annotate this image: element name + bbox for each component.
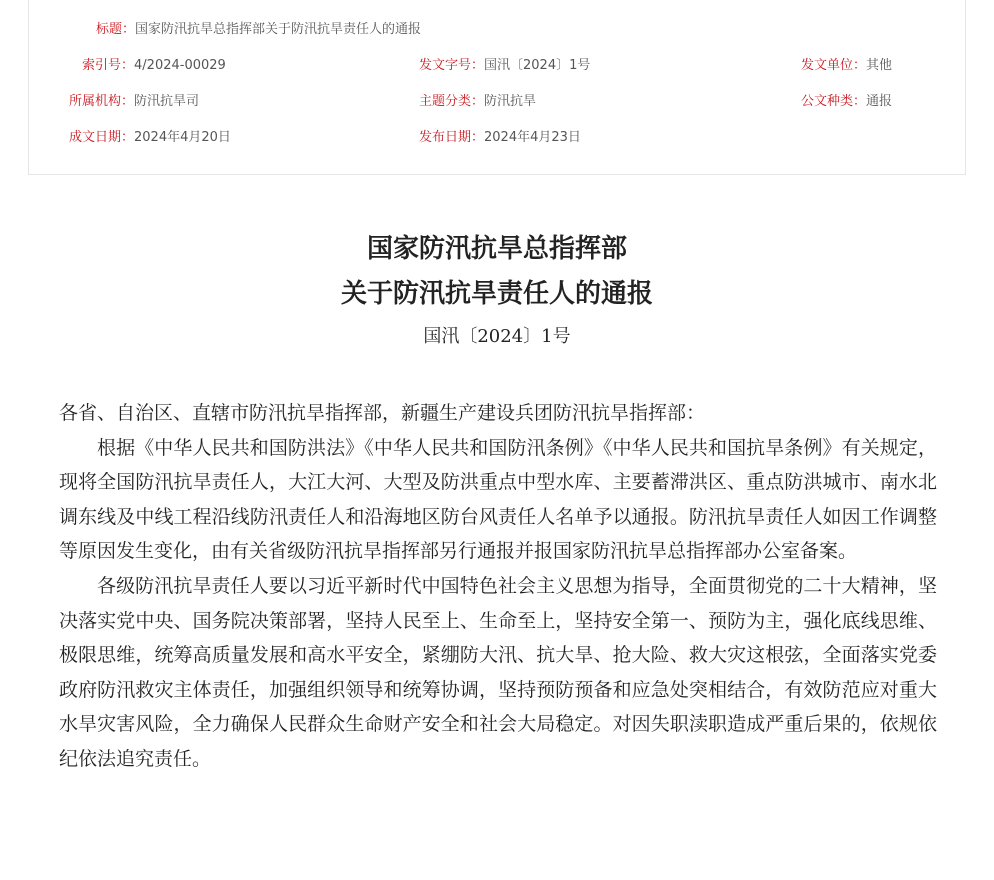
meta-issuer-label: 发文单位： xyxy=(801,58,867,73)
document-number: 国汛〔2024〕1号 xyxy=(423,326,571,347)
document-body xyxy=(59,396,937,777)
meta-topic-label: 主题分类： xyxy=(419,94,485,109)
meta-title xyxy=(96,21,421,39)
meta-title-value: 国家防汛抗旱总指挥部关于防汛抗旱责任人的通报 xyxy=(135,22,422,37)
meta-publish-date-label: 发布日期： xyxy=(419,130,485,145)
meta-written-date-label: 成文日期： xyxy=(69,130,135,145)
body-paragraph-2: 各级防汛抗旱责任人要以习近平新时代中国特色社会主义思想为指导，全面贯彻党的二十大精神，坚决落实党中央、国务院决策部署，坚持人民至上、生命至上，坚持安全第一、预防为主，强化底线思维、极限思维，统筹高质量发展和高水平安全，紧绷防大汛、抗大旱、抢大险、救大灾这根弦，全面落实党委政府防汛救灾主体责任，加强组织领导和统筹协调，坚持预防预备和应急处突相结合，有效防范应对重大水旱灾害风险，全力确保人民群众生命财产安全和社会大局稳定。对因失职渎职造成严重后果的，依规依纪依法追究责任。 xyxy=(59,574,937,770)
meta-doc-type xyxy=(801,93,892,111)
meta-issuer xyxy=(801,57,892,75)
meta-index-no xyxy=(82,57,226,75)
meta-topic-value: 防汛抗旱 xyxy=(484,94,537,109)
meta-written-date-value: 2024年4月20日 xyxy=(134,130,231,145)
meta-doc-no-label: 发文字号： xyxy=(419,58,485,73)
meta-org-value: 防汛抗旱司 xyxy=(134,94,200,109)
meta-doc-no-value: 国汛〔2024〕1号 xyxy=(484,58,591,73)
meta-doc-type-value: 通报 xyxy=(866,94,893,109)
meta-publish-date-value: 2024年4月23日 xyxy=(484,130,581,145)
meta-index-no-value: 4/2024-00029 xyxy=(134,58,226,73)
salutation: 各省、自治区、直辖市防汛抗旱指挥部，新疆生产建设兵团防汛抗旱指挥部： xyxy=(59,402,706,424)
document-metadata-panel xyxy=(28,0,966,175)
meta-doc-no xyxy=(419,57,590,75)
meta-index-no-label: 索引号： xyxy=(82,58,135,73)
meta-issuer-value: 其他 xyxy=(866,58,893,73)
document-title-line-1: 国家防汛抗旱总指挥部 xyxy=(366,234,627,264)
meta-topic xyxy=(419,93,536,111)
meta-org xyxy=(69,93,199,111)
document-title-line-2: 关于防汛抗旱责任人的通报 xyxy=(340,279,653,309)
meta-written-date xyxy=(69,129,231,147)
meta-org-label: 所属机构： xyxy=(69,94,135,109)
meta-doc-type-label: 公文种类： xyxy=(801,94,867,109)
meta-title-label: 标题： xyxy=(96,22,136,37)
meta-publish-date xyxy=(419,129,581,147)
body-paragraph-1: 根据《中华人民共和国防洪法》《中华人民共和国防汛条例》《中华人民共和国抗旱条例》有关规定，现将全国防汛抗旱责任人，大江大河、大型及防洪重点中型水库、主要蓄滞洪区、重点防洪城市、南水北调东线及中线工程沿线防汛责任人和沿海地区防台风责任人名单予以通报。防汛抗旱责任人如因工作调整等原因发生变化，由有关省级防汛抗旱指挥部另行通报并报国家防汛抗旱总指挥部办公室备案。 xyxy=(59,436,937,563)
